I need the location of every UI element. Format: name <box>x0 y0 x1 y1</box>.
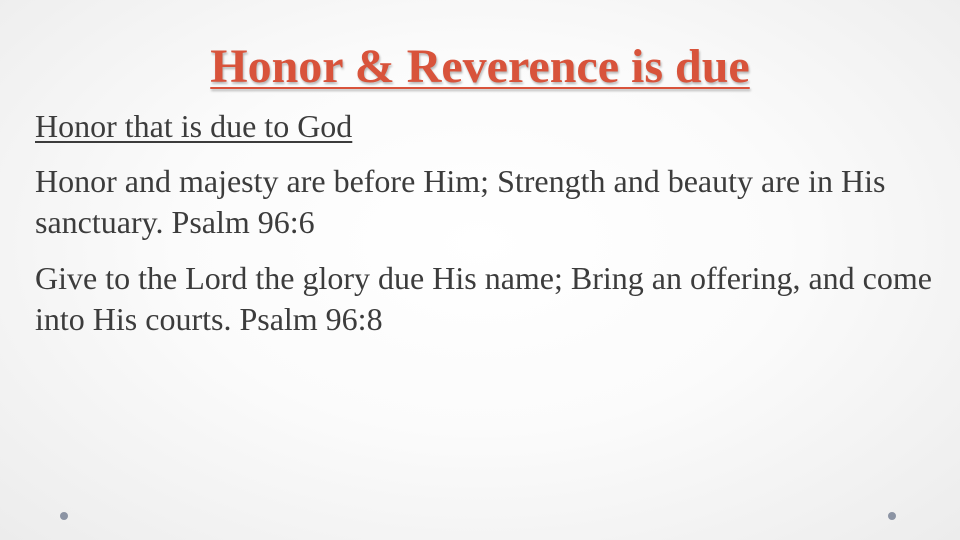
decorative-dot-right <box>888 512 896 520</box>
body-paragraph-psalm-96-6: Honor and majesty are before Him; Strength and beauty are in His sanctuary. Psalm 96:6 <box>35 163 886 240</box>
slide-title: Honor & Reverence is due <box>210 40 750 94</box>
slide-body <box>35 106 935 355</box>
body-paragraph-psalm-96-8: Give to the Lord the glory due His name; Bring an offering, and come into His courts. Psalm 96:8 <box>35 260 932 337</box>
decorative-dot-left <box>60 512 68 520</box>
body-heading-text: Honor that is due to God <box>35 108 353 144</box>
body-paragraph-heading <box>35 106 935 147</box>
